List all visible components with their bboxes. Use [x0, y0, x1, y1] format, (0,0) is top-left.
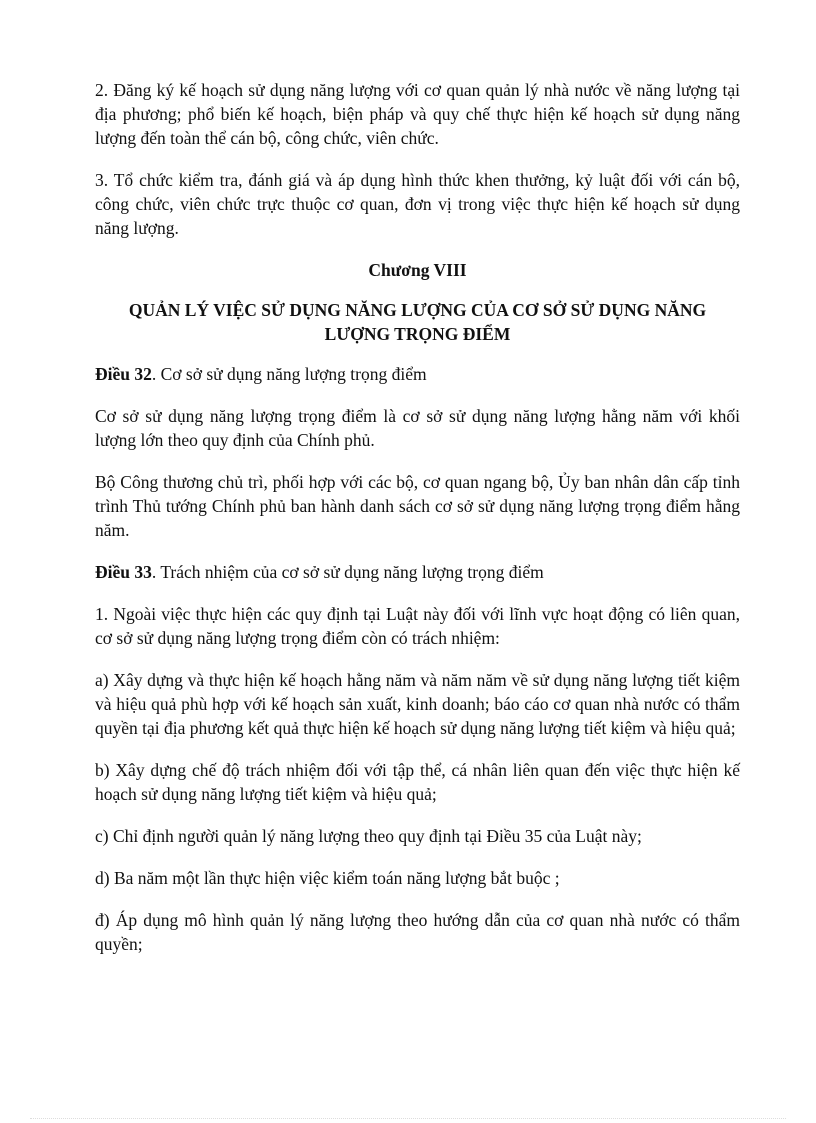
article-33-item-b: b) Xây dựng chế độ trách nhiệm đối với tập thể, cá nhân liên quan đến việc thực hiện kế hoạch sử dụng năng lượng tiết kiệm và hiệu quả; — [95, 760, 740, 804]
chapter-label: Chương VIII — [368, 260, 467, 280]
article-33-item-c: c) Chỉ định người quản lý năng lượng theo quy định tại Điều 35 của Luật này; — [95, 826, 642, 846]
article-32-paragraph: Bộ Công thương chủ trì, phối hợp với các bộ, cơ quan ngang bộ, Ủy ban nhân dân cấp tỉnh trình Thủ tướng Chính phủ ban hành danh sách cơ sở sử dụng năng lượng trọng điểm hằng năm. — [95, 472, 740, 540]
article-33-item-dd: đ) Áp dụng mô hình quản lý năng lượng theo hướng dẫn của cơ quan nhà nước có thẩm quyền; — [95, 910, 740, 954]
paragraph-3: 3. Tổ chức kiểm tra, đánh giá và áp dụng hình thức khen thưởng, kỷ luật đối với cán bộ, công chức, viên chức trực thuộc cơ quan, đơn vị trong việc thực hiện kế hoạch sử dụng năng lượng. — [95, 170, 740, 238]
article-33-intro: 1. Ngoài việc thực hiện các quy định tại Luật này đối với lĩnh vực hoạt động có liên quan, cơ sở sử dụng năng lượng trọng điểm còn có trách nhiệm: — [95, 604, 740, 648]
article-32-title: Cơ sở sử dụng năng lượng trọng điểm — [160, 364, 427, 384]
article-32-paragraph: Cơ sở sử dụng năng lượng trọng điểm là cơ sở sử dụng năng lượng hằng năm với khối lượng lớn theo quy định của Chính phủ. — [95, 406, 740, 450]
paragraph-2: 2. Đăng ký kế hoạch sử dụng năng lượng với cơ quan quản lý nhà nước về năng lượng tại địa phương; phổ biến kế hoạch, biện pháp và quy chế thực hiện kế hoạch sử dụng năng lượng đến toàn thể cán bộ, công chức, viên chức. — [95, 80, 740, 148]
article-33-title: Trách nhiệm của cơ sở sử dụng năng lượng trọng điểm — [160, 562, 544, 582]
page-bottom-border — [30, 1118, 786, 1119]
article-33-item-a: a) Xây dựng và thực hiện kế hoạch hằng năm và năm năm về sử dụng năng lượng tiết kiệm và hiệu quả phù hợp với kế hoạch sản xuất, kinh doanh; báo cáo cơ quan nhà nước có thẩm quyền tại địa phương kết quả thực hiện kế hoạch sử dụng năng lượng tiết kiệm và hiệu quả; — [95, 670, 740, 738]
article-32-number: Điều 32 — [95, 364, 152, 384]
article-32-heading: Điều 32. Cơ sở sử dụng năng lượng trọng điểm — [95, 364, 427, 384]
chapter-title: QUẢN LÝ VIỆC SỬ DỤNG NĂNG LƯỢNG CỦA CƠ SỞ SỬ DỤNG NĂNG LƯỢNG TRỌNG ĐIỂM — [128, 300, 707, 344]
article-33-item-d: d) Ba năm một lần thực hiện việc kiểm toán năng lượng bắt buộc ; — [95, 868, 560, 888]
article-33-heading: Điều 33. Trách nhiệm của cơ sở sử dụng năng lượng trọng điểm — [95, 562, 544, 582]
document-page — [95, 78, 740, 974]
article-33-number: Điều 33 — [95, 562, 152, 582]
